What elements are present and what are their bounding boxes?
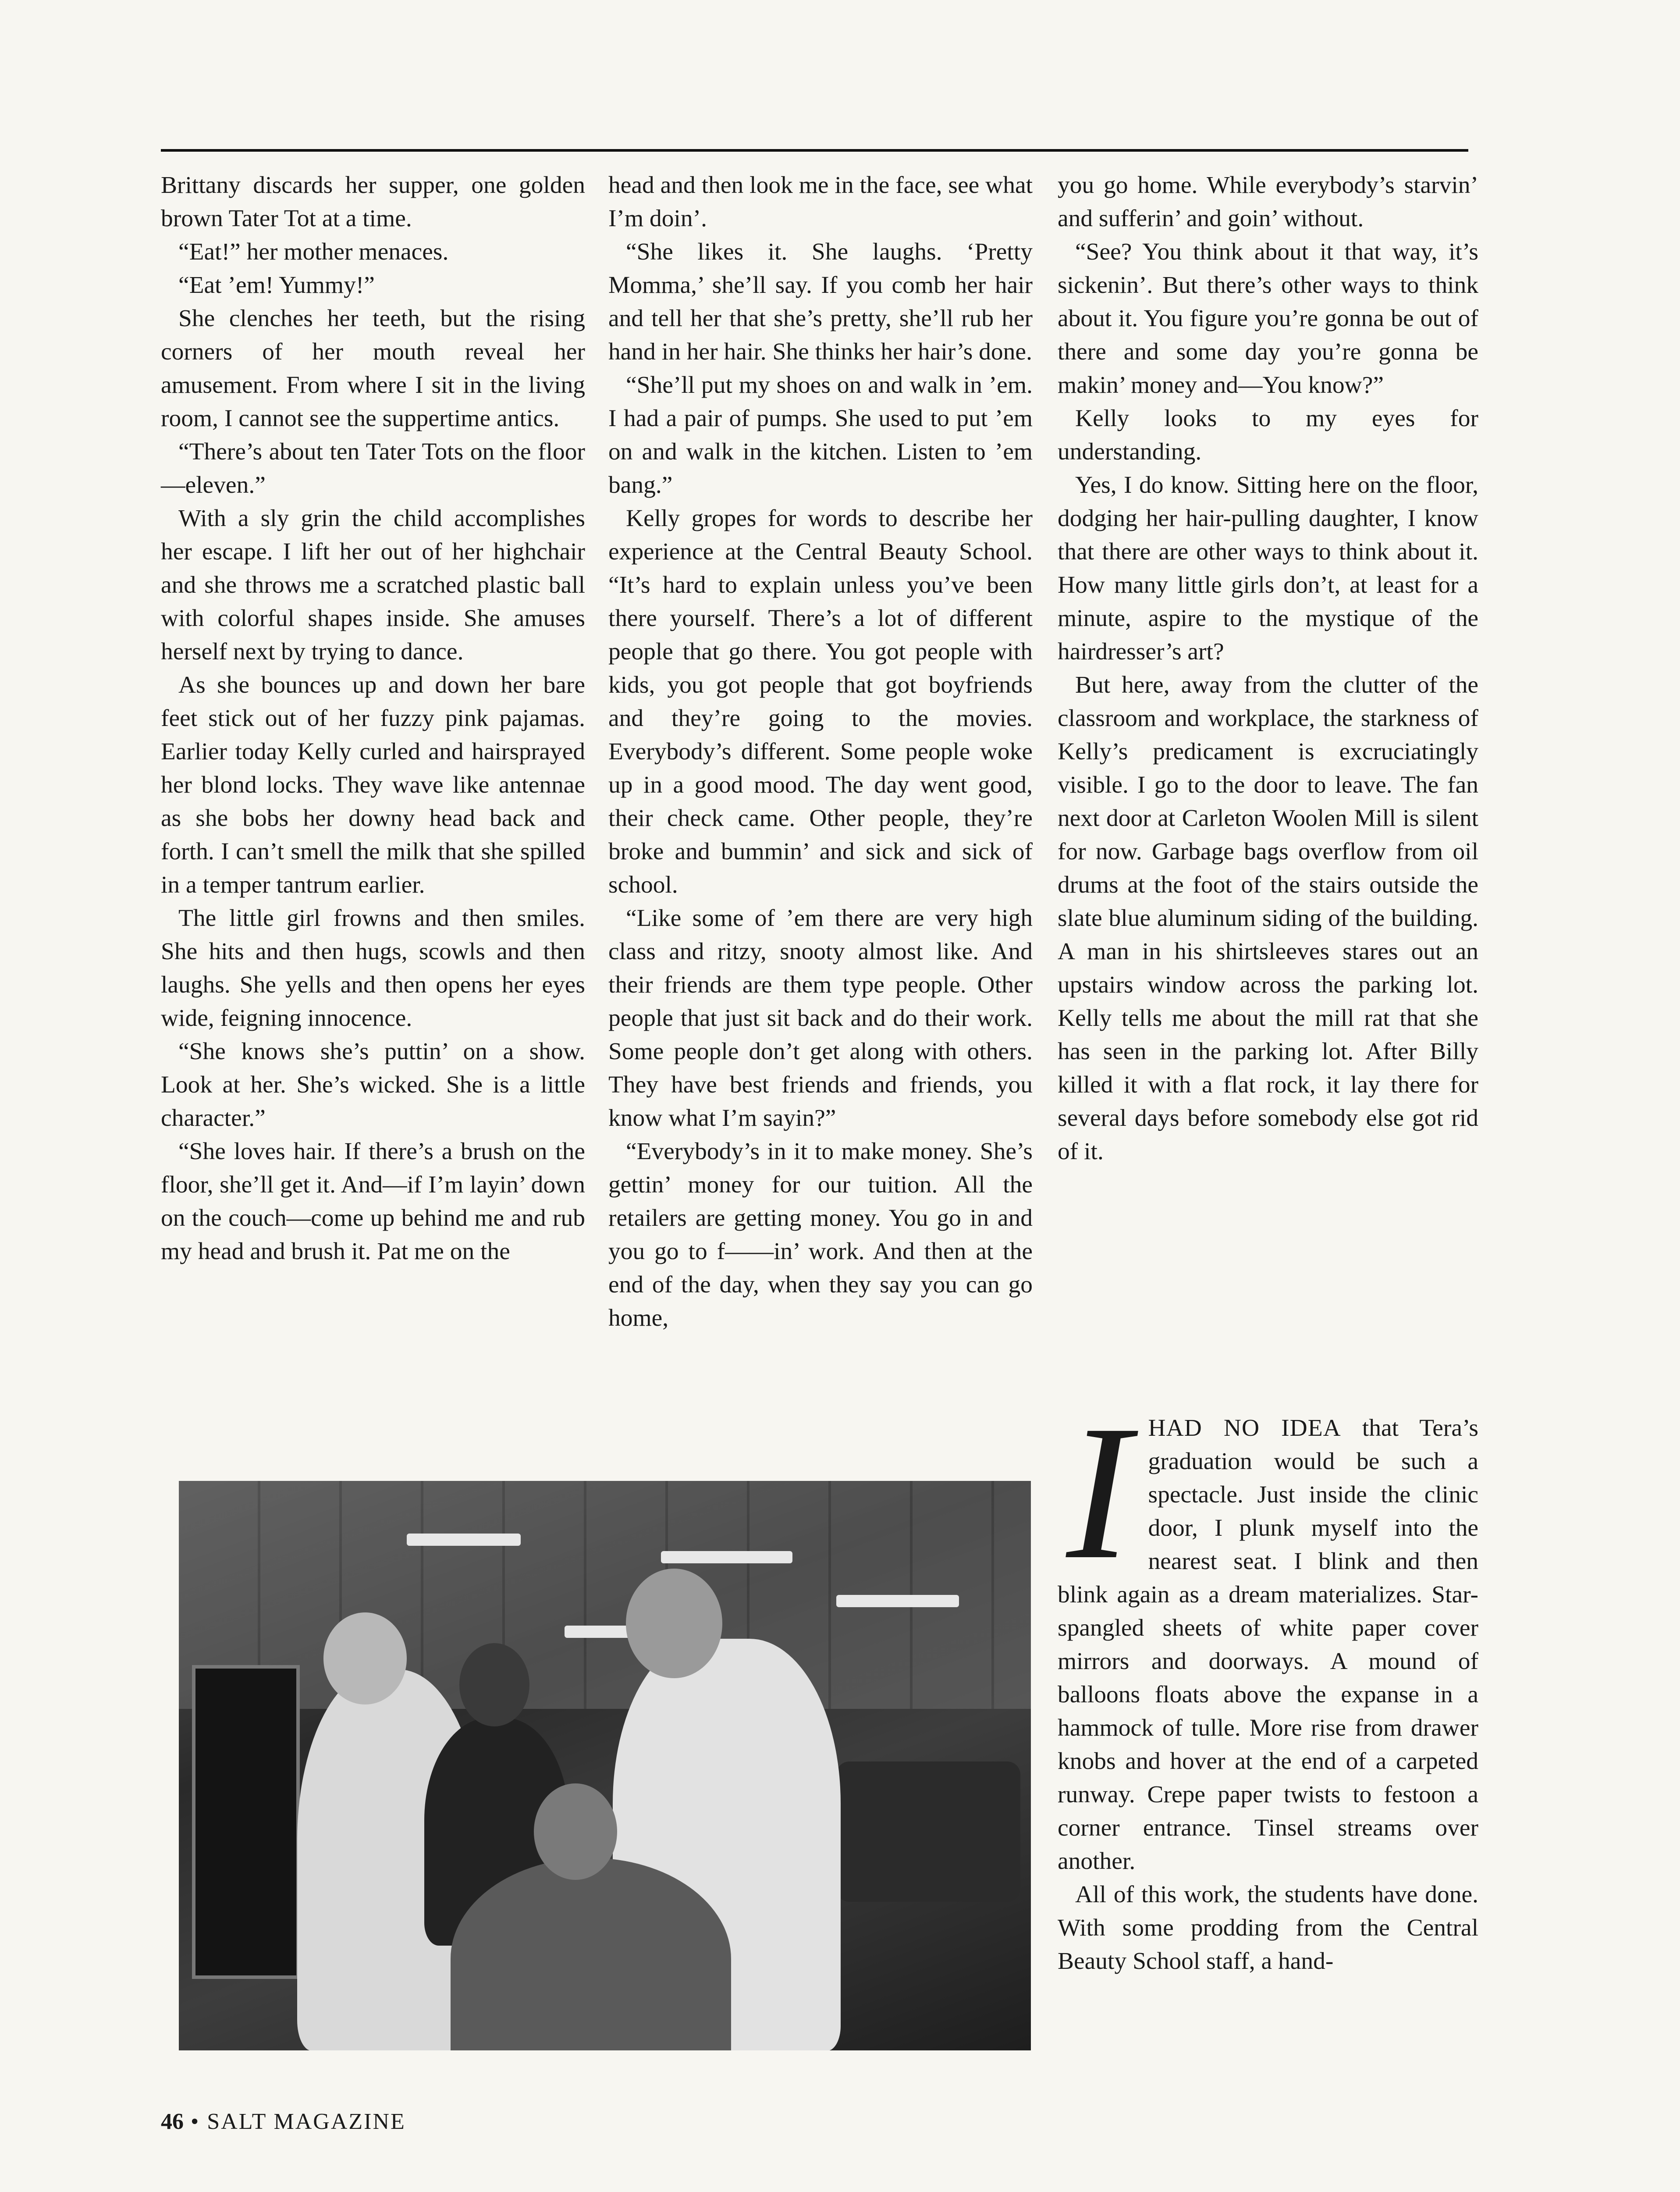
paragraph: “She knows she’s puttin’ on a show. Look at her. She’s wicked. She is a little character.” [161,1038,585,1132]
section-lead-paragraph [1058,1386,1478,1878]
paragraph: “Like some of ’em there are very high class and ritzy, snooty almost like. And their friends are them type people. Other people that just sit back and do their work. Some people don’t get along with others. They have best friends and friends, you know what I’m sayin?” [608,905,1033,1132]
paragraph: As she bounces up and down her bare feet stick out of her fuzzy pink pajamas. Earlier today Kelly curled and hairsprayed her blond locks. They wave like antennae as she bobs her downy head back and forth. I can’t smell the milk that she spilled in a temper tantrum earlier. [161,672,585,898]
paragraph: But here, away from the clutter of the classroom and workplace, the starkness of Kelly’s predicament is excruciatingly visible. I go to the door to leave. The fan next door at Carleton Woolen Mill is silent for now. Garbage bags overflow from oil drums at the foot of the stairs outside the slate blue aluminum siding of the building. A man in his shirtsleeves stares out an upstairs window across the parking lot. Kelly tells me about the mill rat that she has seen in the parking lot. After Billy killed it with a flat rock, it lay there for several days before somebody else got rid of it. [1058,672,1478,1165]
paragraph: Kelly gropes for words to describe her experience at the Central Beauty School. “It’s hard to explain unless you’ve been there yourself. There’s a lot of different people that go there. You got people with kids, you got people that got boyfriends and they’re going to the movies. Everybody’s different. Some people woke up in a good mood. The day went good, their check came. Other people, they’re broke and bummin’ and sick and sick of school. [608,505,1033,898]
paragraph: With a sly grin the child accomplishes her escape. I lift her out of her highchair and she throws me a scratched plastic ball with colorful shapes inside. She amuses herself next by trying to dance. [161,505,585,665]
top-rule [161,149,1468,152]
paragraph: head and then look me in the face, see what I’m doin’. [608,172,1033,232]
lead-caps: HAD NO IDEA [1148,1415,1341,1441]
footer-separator: • [191,2109,200,2134]
article-column-1 [161,169,585,1268]
paragraph: “She loves hair. If there’s a brush on the floor, she’ll get it. And—if I’m layin’ down on the couch—come up behind me and rub my head and brush it. Pat me on the [161,1138,585,1265]
paragraph: Yes, I do know. Sitting here on the floor, dodging her hair-pulling daughter, I know that there are other ways to think about it. How many little girls don’t, at least for a minute, aspire to the mystique of the hairdresser’s art? [1058,472,1478,665]
paragraph: “Eat!” her mother menaces. [178,238,449,265]
paragraph: Kelly looks to my eyes for understanding. [1058,405,1478,465]
beauty-school-photo [179,1481,1031,2050]
paragraph: She clenches her teeth, but the rising corners of her mouth reveal her amusement. From where I sit in the living room, I cannot see the suppertime antics. [161,305,585,432]
paragraph: you go home. While everybody’s starvin’ and sufferin’ and goin’ without. [1058,172,1478,232]
page-number: 46 [161,2109,184,2134]
article-column-2 [608,169,1033,1335]
paragraph: “See? You think about it that way, it’s sickenin’. But there’s other ways to think about it. You figure you’re gonna be out of there and some day you’re gonna be makin’ money and—You know?” [1058,238,1478,399]
drop-cap: I [1066,1386,1131,1599]
publication-name: SALT MAGAZINE [207,2109,406,2134]
paragraph: “Everybody’s in it to make money. She’s gettin’ money for our tuition. All the retailers are getting money. You go in and you go to f——in’ work. And then at the end of the day, when they say you can go home, [608,1138,1033,1331]
page-footer [161,2109,406,2135]
paragraph: “She’ll put my shoes on and walk in ’em. I had a pair of pumps. She used to put ’em on and walk in the kitchen. Listen to ’em bang.” [608,372,1033,498]
paragraph: “She likes it. She laughs. ‘Pretty Momma,’ she’ll say. If you comb her hair and tell her that she’s pretty, she’ll rub her hand in her hair. She thinks her hair’s done. [608,238,1033,365]
paragraph: The little girl frowns and then smiles. She hits and then hugs, scowls and then laughs. She yells and then opens her eyes wide, feigning innocence. [161,905,585,1032]
lead-text: that Tera’s graduation would be such a spectacle. Just inside the clinic door, I plunk myself into the nearest seat. I blink and then blink again as a dream materializes. Star-spangled sheets of white paper cover mirrors and doorways. A mound of balloons floats above the expanse in a hammock of tulle. More rise from drawer knobs and hover at the end of a carpeted runway. Crepe paper twists to festoon a corner entrance. Tinsel streams over another. [1058,1415,1478,1875]
paragraph: “Eat ’em! Yummy!” [178,272,375,299]
paragraph: Brittany discards her supper, one golden brown Tater Tot at a time. [161,172,585,232]
article-column-3 [1058,169,1478,1168]
paragraph: All of this work, the students have done. With some prodding from the Central Beauty School staff, a hand- [1058,1881,1478,1975]
paragraph: “There’s about ten Tater Tots on the floor—eleven.” [161,438,585,498]
section-two [1058,1386,1478,1978]
